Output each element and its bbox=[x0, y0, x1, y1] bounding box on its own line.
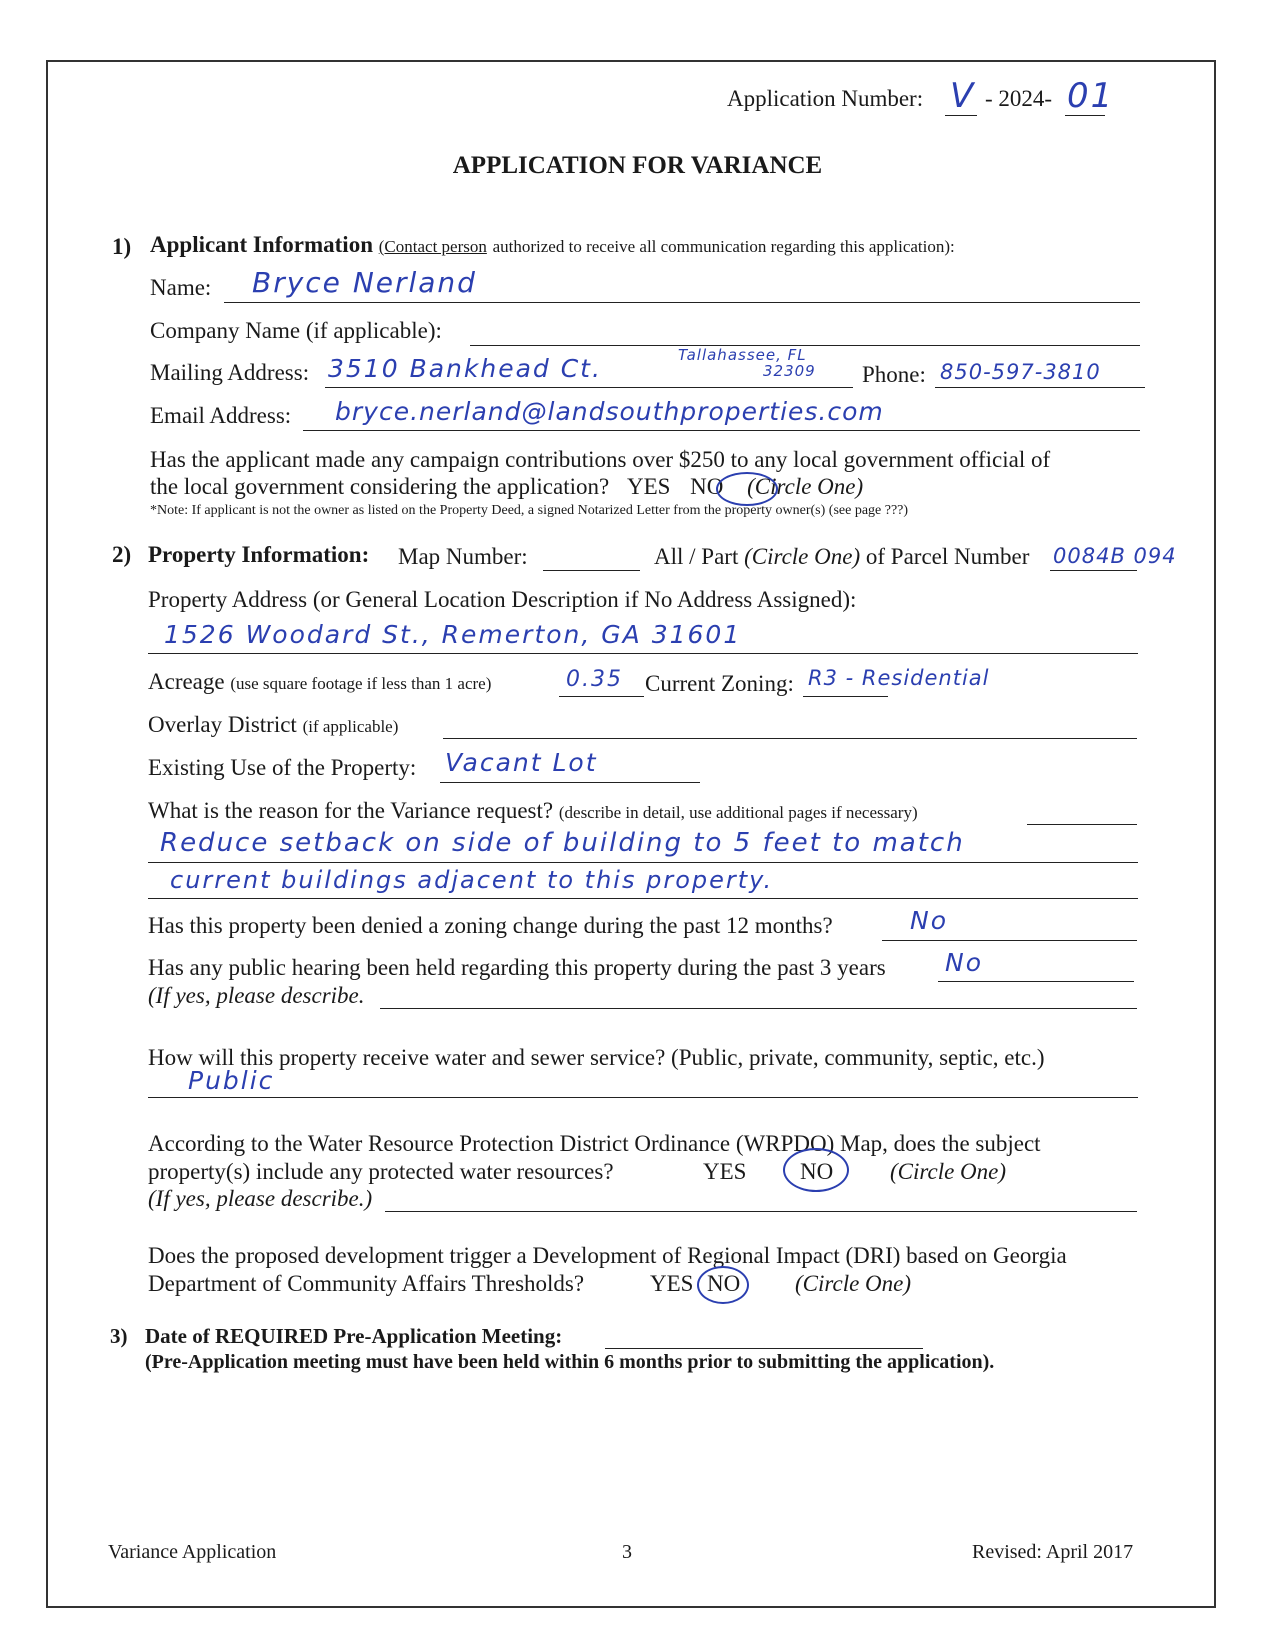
water-field[interactable]: Public bbox=[188, 1066, 275, 1095]
campaign-circle-one: (Circle One) bbox=[747, 474, 864, 499]
hearing-field[interactable]: No bbox=[945, 948, 983, 977]
section1-heading: Applicant Information bbox=[150, 232, 373, 257]
wrpdo-no-option[interactable]: NO bbox=[800, 1159, 834, 1184]
reason-label: What is the reason for the Variance request? bbox=[148, 798, 554, 823]
reason-line-2 bbox=[148, 898, 1138, 899]
all-part-option[interactable]: All / Part bbox=[654, 544, 739, 569]
app-number-prefix[interactable]: V bbox=[950, 76, 976, 116]
wrpdo-describe-field[interactable] bbox=[385, 1211, 1137, 1212]
contact-person-text: (Contact person bbox=[378, 237, 487, 256]
section1-heading-note: authorized to receive all communication regarding this application): bbox=[492, 237, 955, 256]
footer-left: Variance Application bbox=[108, 1541, 277, 1563]
property-address-line bbox=[148, 653, 1138, 654]
campaign-no-circle-mark bbox=[716, 472, 778, 506]
email-field[interactable]: bryce.nerland@landsouthproperties.com bbox=[335, 397, 884, 426]
parcel-circle-one: (Circle One) bbox=[744, 544, 861, 569]
section1-number: 1) bbox=[112, 234, 132, 259]
denied-field[interactable]: No bbox=[910, 906, 948, 935]
phone-label: Phone: bbox=[862, 362, 926, 387]
dri-yes-option[interactable]: YES bbox=[650, 1271, 694, 1296]
campaign-question-line1: Has the applicant made any campaign contributions over $250 to any local government official of bbox=[150, 447, 1051, 472]
dri-no-option[interactable]: NO bbox=[707, 1271, 741, 1296]
current-zoning-label: Current Zoning: bbox=[645, 671, 794, 696]
parcel-number-field[interactable]: 0084B 094 bbox=[1053, 544, 1177, 568]
denied-label: Has this property been denied a zoning change during the past 12 months? bbox=[148, 913, 833, 938]
phone-line bbox=[935, 387, 1145, 388]
hearing-label: Has any public hearing been held regarding this property during the past 3 years bbox=[148, 955, 886, 980]
name-label: Name: bbox=[150, 275, 212, 300]
existing-use-label: Existing Use of the Property: bbox=[148, 755, 417, 780]
parcel-row bbox=[654, 544, 1029, 570]
overlay-label: Overlay District bbox=[148, 712, 297, 737]
mailing-city: Tallahassee, FL bbox=[678, 346, 807, 364]
email-line bbox=[303, 430, 1140, 431]
wrpdo-line2: property(s) include any protected water resources? bbox=[148, 1159, 614, 1184]
section1-heading-row bbox=[150, 232, 955, 258]
parcel-line bbox=[1050, 570, 1137, 571]
acreage-row bbox=[148, 669, 491, 695]
hearing-describe-label: (If yes, please describe. bbox=[148, 983, 365, 1008]
existing-use-line bbox=[440, 782, 700, 783]
section3-number: 3) bbox=[110, 1324, 128, 1348]
section2-number: 2) bbox=[112, 542, 132, 567]
section3-note: (Pre-Application meeting must have been held within 6 months prior to submitting the application). bbox=[145, 1351, 995, 1373]
wrpdo-yes-option[interactable]: YES bbox=[703, 1159, 747, 1184]
wrpdo-line1: According to the Water Resource Protection District Ordinance (WRPDO) Map, does the subject bbox=[148, 1131, 1041, 1156]
company-label: Company Name (if applicable): bbox=[150, 318, 442, 343]
mailing-address-line bbox=[325, 387, 853, 388]
current-zoning-field[interactable]: R3 - Residential bbox=[808, 666, 990, 690]
parcel-number-label: of Parcel Number bbox=[865, 544, 1030, 569]
pre-application-date-field[interactable] bbox=[605, 1348, 923, 1349]
existing-use-field[interactable]: Vacant Lot bbox=[445, 748, 598, 777]
name-field[interactable]: Bryce Nerland bbox=[252, 266, 477, 299]
dri-line1: Does the proposed development trigger a Development of Regional Impact (DRI) based on Georgia bbox=[148, 1243, 1067, 1268]
hearing-line bbox=[938, 981, 1134, 982]
owner-note: *Note: If applicant is not the owner as listed on the Property Deed, a signed Notarized Letter from the property owner(s) (see page ???) bbox=[150, 503, 909, 518]
acreage-note: (use square footage if less than 1 acre) bbox=[230, 674, 492, 693]
app-number-suffix[interactable]: 01 bbox=[1067, 76, 1115, 116]
acreage-label: Acreage bbox=[148, 669, 225, 694]
reason-line-1 bbox=[148, 862, 1138, 863]
dri-circle-one: (Circle One) bbox=[795, 1271, 912, 1296]
campaign-yes-option[interactable]: YES bbox=[626, 474, 671, 499]
reason-text-line1[interactable]: Reduce setback on side of building to 5 feet to match bbox=[160, 828, 965, 858]
campaign-question-text: the local government considering the application? bbox=[150, 474, 610, 499]
page-title: APPLICATION FOR VARIANCE bbox=[452, 152, 823, 179]
section3-heading: Date of REQUIRED Pre-Application Meeting: bbox=[145, 1324, 563, 1348]
email-label: Email Address: bbox=[150, 403, 292, 428]
name-field-line bbox=[224, 302, 1140, 303]
section2-heading: Property Information: bbox=[148, 542, 370, 567]
dri-line2: Department of Community Affairs Thresholds? bbox=[148, 1271, 585, 1296]
mailing-zip: 32309 bbox=[763, 362, 816, 380]
acreage-field[interactable]: 0.35 bbox=[566, 667, 623, 692]
reason-note: (describe in detail, use additional pages if necessary) bbox=[558, 803, 918, 822]
property-address-field[interactable]: 1526 Woodard St., Remerton, GA 31601 bbox=[164, 620, 742, 649]
footer-right: Revised: April 2017 bbox=[972, 1541, 1134, 1563]
dri-no-circle-mark bbox=[697, 1266, 749, 1304]
overlay-row bbox=[148, 712, 398, 738]
denied-line bbox=[882, 940, 1137, 941]
overlay-field[interactable] bbox=[443, 738, 1137, 739]
map-number-field[interactable] bbox=[543, 570, 640, 571]
zoning-line bbox=[803, 696, 888, 697]
acreage-line bbox=[559, 696, 644, 697]
wrpdo-no-circle-mark bbox=[783, 1148, 849, 1192]
wrpdo-circle-one: (Circle One) bbox=[890, 1159, 1007, 1184]
phone-field[interactable]: 850-597-3810 bbox=[940, 360, 1101, 384]
overlay-note: (if applicable) bbox=[302, 717, 399, 736]
reason-row bbox=[148, 798, 918, 824]
property-address-label: Property Address (or General Location Description if No Address Assigned): bbox=[148, 587, 857, 612]
reason-text-line2[interactable]: current buildings adjacent to this property. bbox=[170, 866, 774, 894]
reason-line-0 bbox=[1027, 824, 1137, 825]
app-number-middle: - 2024- bbox=[985, 86, 1053, 111]
hearing-describe-field[interactable] bbox=[380, 1008, 1137, 1009]
water-label: How will this property receive water and sewer service? (Public, private, community, septic, etc.) bbox=[148, 1045, 1045, 1070]
mailing-address-label: Mailing Address: bbox=[150, 360, 310, 385]
water-line bbox=[148, 1097, 1138, 1098]
footer-page-number: 3 bbox=[622, 1541, 632, 1563]
mailing-address-field[interactable]: 3510 Bankhead Ct. bbox=[328, 354, 602, 383]
wrpdo-describe-label: (If yes, please describe.) bbox=[148, 1186, 373, 1211]
application-number-label: Application Number: bbox=[727, 86, 924, 111]
campaign-no-option[interactable]: NO bbox=[690, 474, 724, 499]
map-number-label: Map Number: bbox=[398, 544, 528, 569]
